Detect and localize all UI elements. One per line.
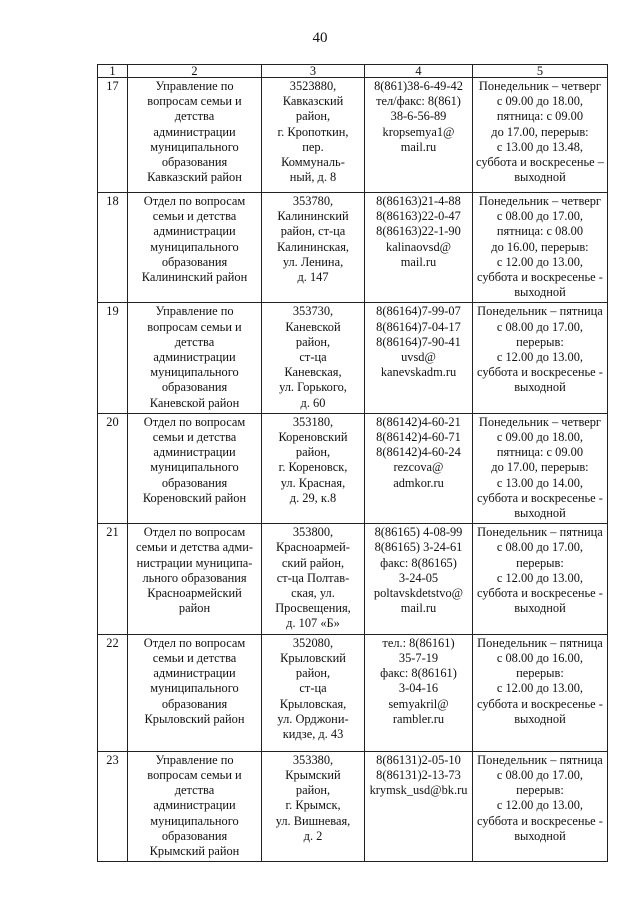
institution-name-line: образования — [161, 380, 228, 395]
work-schedule-cell — [473, 413, 608, 523]
work-schedule-line: пятница: с 09.00 — [496, 445, 584, 460]
work-schedule-line: пятница: с 09.00 — [496, 109, 584, 124]
table-row — [98, 634, 608, 751]
contacts-cell — [365, 193, 473, 303]
institution-name-line: вопросам семьи и — [147, 767, 242, 782]
work-schedule-line: суббота и воскресенье - — [477, 586, 603, 601]
row-number-cell: 17 — [98, 78, 128, 193]
contacts-line: 3-24-05 — [398, 570, 439, 585]
column-number: 5 — [473, 65, 608, 78]
address-line: 353380, — [292, 752, 334, 767]
contacts-line: 3-04-16 — [398, 681, 439, 696]
work-schedule-line: выходной — [514, 285, 566, 300]
address-line: Калининская, — [276, 239, 350, 254]
address-line: Коммуналь- — [281, 155, 345, 170]
institution-name-line: администрации — [153, 445, 236, 460]
institution-name-line: Кореновский район — [142, 490, 247, 505]
institution-name-cell — [128, 751, 262, 861]
institution-name-line: Управление по — [155, 79, 234, 93]
address-line: 353800, — [292, 525, 334, 540]
institution-name-cell — [128, 78, 262, 193]
institution-name-line: детства — [174, 783, 215, 798]
row-number-cell: 20 — [98, 413, 128, 523]
work-schedule-line: выходной — [514, 380, 566, 395]
work-schedule-line: выходной — [514, 601, 566, 616]
work-schedule-line: перерыв: — [516, 334, 564, 349]
institution-name-line: семьи и детства адми- — [135, 540, 254, 555]
institution-name-line: Кавказский район — [147, 170, 242, 185]
contacts-line: 8(86163)22-0-47 — [376, 209, 461, 224]
column-number: 1 — [98, 65, 128, 78]
work-schedule-line: пятница: с 08.00 — [496, 224, 584, 239]
address-line: район, — [295, 783, 331, 798]
contacts-line: semyakril@ — [388, 696, 449, 711]
contacts-line: 8(86164)7-99-07 — [376, 304, 461, 319]
address-line: 3523880, — [289, 79, 337, 93]
table-row — [98, 751, 608, 861]
address-line: 353730, — [292, 304, 334, 319]
work-schedule-line: Понедельник – четверг — [478, 414, 602, 429]
column-number: 3 — [262, 65, 365, 78]
work-schedule-cell — [473, 524, 608, 634]
institution-name-cell — [128, 524, 262, 634]
contacts-line: rezcova@ — [393, 460, 444, 475]
row-number-cell: 23 — [98, 751, 128, 861]
contacts-cell — [365, 751, 473, 861]
institution-name-line: детства — [174, 334, 215, 349]
column-number-row — [98, 65, 608, 78]
contacts-line: poltavskdetstvo@ — [373, 586, 464, 601]
institution-name-cell — [128, 303, 262, 413]
address-line: Кореновский — [278, 430, 348, 445]
address-line: ская, ул. — [291, 586, 335, 601]
contacts-cell — [365, 78, 473, 193]
address-line: 353180, — [292, 414, 334, 429]
contacts-cell — [365, 524, 473, 634]
work-schedule-line: с 08.00 до 17.00, — [496, 319, 584, 334]
contacts-line: 8(86142)4-60-21 — [376, 414, 461, 429]
contacts-line: kanevskadm.ru — [380, 365, 457, 380]
work-schedule-line: суббота и воскресенье – — [476, 155, 604, 170]
work-schedule-line: с 12.00 до 13.00, — [496, 570, 584, 585]
address-line: район, — [295, 109, 331, 124]
address-line: ул. Горького, — [279, 380, 347, 395]
institution-name-line: муниципального — [150, 681, 239, 696]
work-schedule-line: перерыв: — [516, 666, 564, 681]
contacts-line: 8(86142)4-60-71 — [376, 430, 461, 445]
address-cell — [262, 193, 365, 303]
institution-name-line: муниципального — [150, 460, 239, 475]
row-number-cell: 21 — [98, 524, 128, 634]
contacts-line: admkor.ru — [393, 475, 444, 490]
address-line: Каневская, — [284, 365, 342, 380]
institution-name-line: Управление по — [155, 304, 234, 319]
contacts-line: 38-6-56-89 — [390, 109, 447, 124]
contacts-line: mail.ru — [400, 601, 437, 616]
address-line: Крымский — [285, 767, 341, 782]
institution-name-line: Отдел по вопросам — [143, 194, 246, 208]
contacts-line: 8(86165) 4-08-99 — [374, 525, 463, 540]
institution-name-line: детства — [174, 109, 215, 124]
work-schedule-line: выходной — [514, 170, 566, 185]
institution-name-line: образования — [161, 828, 228, 843]
work-schedule-line: с 13.00 до 13.48, — [496, 139, 584, 154]
address-line: район, — [295, 445, 331, 460]
contacts-line: 8(86165) 3-24-61 — [374, 540, 463, 555]
work-schedule-cell — [473, 751, 608, 861]
institution-name-line: льного образования — [142, 570, 247, 585]
institution-name-line: Каневской район — [149, 395, 240, 410]
contacts-line: mail.ru — [400, 139, 437, 154]
address-cell — [262, 78, 365, 193]
address-line: г. Крымск, — [285, 798, 341, 813]
contacts-cell — [365, 413, 473, 523]
institution-name-line: семьи и детства — [152, 650, 237, 665]
institution-name-line: образования — [161, 475, 228, 490]
work-schedule-line: с 12.00 до 13.00, — [496, 350, 584, 365]
contacts-line: uvsd@ — [401, 350, 436, 365]
institution-name-line: администрации — [153, 666, 236, 681]
table-row — [98, 78, 608, 193]
work-schedule-cell — [473, 193, 608, 303]
institution-name-line: Крыловский район — [144, 711, 245, 726]
table-row — [98, 303, 608, 413]
address-line: Красноармей- — [276, 540, 350, 555]
institution-name-line: район — [178, 601, 211, 616]
work-schedule-line: суббота и воскресенье - — [477, 365, 603, 380]
table-row — [98, 193, 608, 303]
address-line: 353780, — [292, 194, 334, 208]
address-line: ный, д. 8 — [289, 170, 337, 185]
address-line: 352080, — [292, 635, 334, 650]
contacts-line: 35-7-19 — [398, 650, 439, 665]
address-line: г. Кропоткин, — [277, 124, 349, 139]
institution-name-line: администрации — [153, 124, 236, 139]
address-line: ул. Орджони- — [277, 711, 349, 726]
address-line: ст-ца — [299, 350, 327, 365]
institution-name-line: Красноармейский — [147, 586, 242, 601]
address-line: ст-ца Полтав- — [276, 570, 350, 585]
contacts-line: 8(86131)2-05-10 — [376, 752, 461, 767]
work-schedule-line: с 09.00 до 18.00, — [496, 94, 584, 109]
institution-name-line: Отдел по вопросам — [143, 635, 246, 650]
address-line: г. Кореновск, — [278, 460, 348, 475]
contacts-cell — [365, 303, 473, 413]
contacts-line: 8(86164)7-04-17 — [376, 319, 461, 334]
row-number-cell: 22 — [98, 634, 128, 751]
column-number: 2 — [128, 65, 262, 78]
address-line: д. 29, к.8 — [289, 490, 337, 505]
work-schedule-line: Понедельник – пятница — [477, 752, 603, 767]
work-schedule-line: Понедельник – пятница — [477, 635, 603, 650]
work-schedule-cell — [473, 78, 608, 193]
address-line: д. 107 «Б» — [286, 616, 340, 631]
institution-name-line: вопросам семьи и — [147, 319, 242, 334]
address-line: ский район, — [281, 555, 345, 570]
work-schedule-line: Понедельник – пятница — [477, 304, 603, 319]
work-schedule-line: с 12.00 до 13.00, — [496, 254, 584, 269]
work-schedule-line: суббота и воскресенье - — [477, 490, 603, 505]
address-line: район, ст-ца — [280, 224, 346, 239]
address-line: Просвещения, — [275, 601, 351, 616]
work-schedule-line: суббота и воскресенье - — [477, 813, 603, 828]
work-schedule-line: с 13.00 до 14.00, — [496, 475, 584, 490]
contacts-line: факс: 8(86161) — [380, 666, 457, 681]
contacts-line: rambler.ru — [392, 711, 445, 726]
address-line: район, — [295, 666, 331, 681]
column-number: 4 — [365, 65, 473, 78]
institution-name-line: муниципального — [150, 139, 239, 154]
work-schedule-cell — [473, 303, 608, 413]
work-schedule-line: выходной — [514, 506, 566, 521]
institutions-table — [97, 64, 608, 862]
institution-name-cell — [128, 413, 262, 523]
institution-name-line: администрации — [153, 350, 236, 365]
institution-name-line: вопросам семьи и — [147, 94, 242, 109]
address-line: д. 2 — [303, 828, 323, 843]
work-schedule-line: с 12.00 до 13.00, — [496, 798, 584, 813]
address-line: ул. Вишневая, — [275, 813, 351, 828]
institution-name-line: Крымский район — [149, 843, 240, 858]
institution-name-line: администрации — [153, 798, 236, 813]
contacts-line: mail.ru — [400, 254, 437, 269]
institution-name-line: образования — [161, 254, 228, 269]
work-schedule-line: Понедельник – четверг — [478, 194, 602, 208]
address-line: д. 60 — [300, 395, 326, 410]
work-schedule-line: суббота и воскресенье - — [477, 696, 603, 711]
contacts-line: 8(86164)7-90-41 — [376, 334, 461, 349]
address-line: д. 147 — [297, 270, 329, 285]
address-line: Кавказский — [282, 94, 344, 109]
institution-name-line: нистрации муниципа- — [136, 555, 253, 570]
institution-name-line: образования — [161, 696, 228, 711]
institution-name-line: Отдел по вопросам — [143, 414, 246, 429]
address-line: ул. Красная, — [280, 475, 346, 490]
address-cell — [262, 751, 365, 861]
contacts-line: 8(86142)4-60-24 — [376, 445, 461, 460]
contacts-line: 8(861)38-6-49-42 — [374, 79, 463, 93]
contacts-line: krymsk_usd@bk.ru — [369, 783, 468, 798]
row-number-cell: 18 — [98, 193, 128, 303]
table-row — [98, 413, 608, 523]
work-schedule-line: до 17.00, перерыв: — [491, 124, 589, 139]
institution-name-cell — [128, 193, 262, 303]
institution-name-line: семьи и детства — [152, 430, 237, 445]
work-schedule-line: с 08.00 до 17.00, — [496, 209, 584, 224]
work-schedule-line: выходной — [514, 828, 566, 843]
address-line: ст-ца — [299, 681, 327, 696]
contacts-line: 8(86163)22-1-90 — [376, 224, 461, 239]
work-schedule-line: перерыв: — [516, 555, 564, 570]
page-number: 40 — [312, 30, 328, 46]
work-schedule-line: до 16.00, перерыв: — [491, 239, 589, 254]
work-schedule-line: до 17.00, перерыв: — [491, 460, 589, 475]
institution-name-line: муниципального — [150, 813, 239, 828]
address-line: ул. Ленина, — [282, 254, 344, 269]
work-schedule-line: с 09.00 до 18.00, — [496, 430, 584, 445]
institution-name-line: семьи и детства — [152, 209, 237, 224]
work-schedule-line: с 08.00 до 17.00, — [496, 540, 584, 555]
contacts-line: факс: 8(86165) — [380, 555, 457, 570]
work-schedule-line: Понедельник – пятница — [477, 525, 603, 540]
contacts-line: тел/факс: 8(861) — [376, 94, 461, 109]
address-line: район, — [295, 334, 331, 349]
address-cell — [262, 634, 365, 751]
work-schedule-line: перерыв: — [516, 783, 564, 798]
contacts-line: тел.: 8(86161) — [382, 635, 455, 650]
address-cell — [262, 524, 365, 634]
institution-name-line: администрации — [153, 224, 236, 239]
institution-name-line: Калининский район — [141, 270, 248, 285]
row-number-cell: 19 — [98, 303, 128, 413]
address-line: Каневской — [285, 319, 341, 334]
contacts-cell — [365, 634, 473, 751]
contacts-line: kropsemya1@ — [382, 124, 455, 139]
institution-name-line: муниципального — [150, 365, 239, 380]
work-schedule-line: с 08.00 до 17.00, — [496, 767, 584, 782]
address-line: Крыловская, — [279, 696, 347, 711]
contacts-line: 8(86131)2-13-73 — [376, 767, 461, 782]
work-schedule-cell — [473, 634, 608, 751]
contacts-line: 8(86163)21-4-88 — [376, 194, 461, 208]
work-schedule-line: суббота и воскресенье - — [477, 270, 603, 285]
address-cell — [262, 413, 365, 523]
table-row — [98, 524, 608, 634]
institution-name-cell — [128, 634, 262, 751]
institution-name-line: муниципального — [150, 239, 239, 254]
work-schedule-line: Понедельник – четверг — [478, 79, 602, 93]
address-cell — [262, 303, 365, 413]
address-line: пер. — [302, 139, 324, 154]
institution-name-line: Управление по — [155, 752, 234, 767]
contacts-line: kalinaovsd@ — [385, 239, 452, 254]
institution-name-line: образования — [161, 155, 228, 170]
institution-name-line: Отдел по вопросам — [143, 525, 246, 540]
work-schedule-line: с 08.00 до 16.00, — [496, 650, 584, 665]
address-line: Крыловский — [280, 650, 346, 665]
work-schedule-line: с 12.00 до 13.00, — [496, 681, 584, 696]
work-schedule-line: выходной — [514, 711, 566, 726]
address-line: кидзе, д. 43 — [282, 726, 344, 741]
address-line: Калининский — [277, 209, 349, 224]
